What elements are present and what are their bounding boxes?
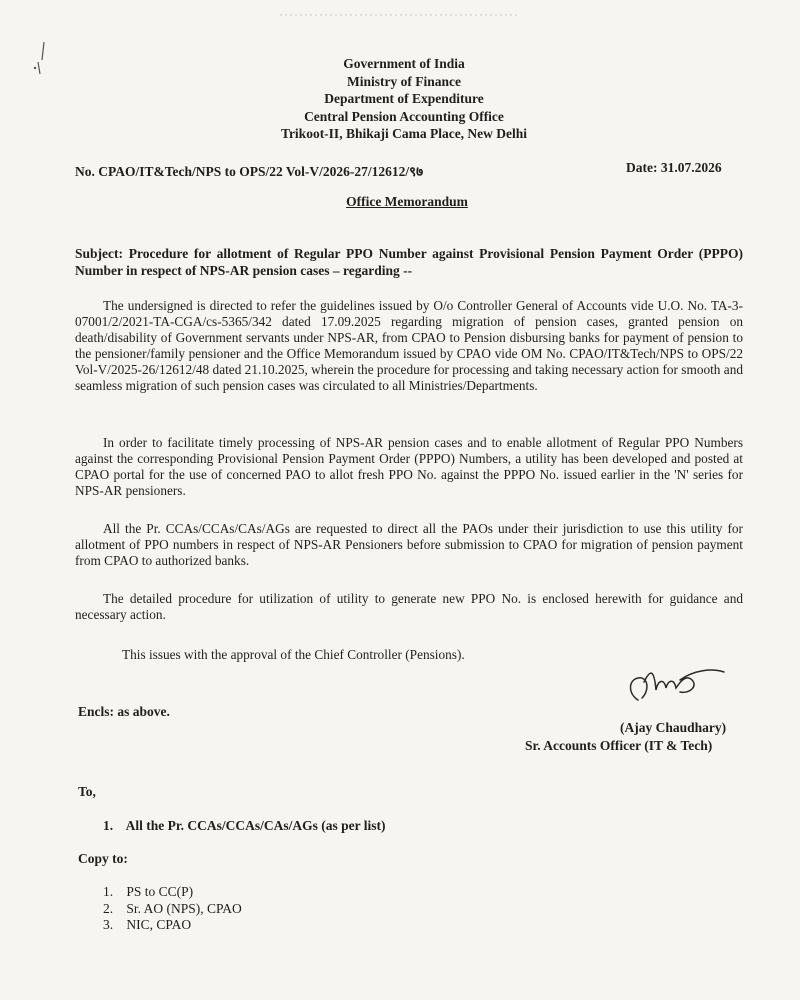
handwritten-signature-icon xyxy=(620,660,730,715)
scan-artifact-line xyxy=(280,12,520,18)
letterhead-line-office: Central Pension Accounting Office xyxy=(304,108,504,124)
letterhead-line-ministry: Ministry of Finance xyxy=(347,73,461,89)
list-number: 1. xyxy=(103,818,114,833)
enclosures-note: Encls: as above. xyxy=(78,704,170,719)
list-number: 3. xyxy=(103,917,114,932)
paragraph-3: All the Pr. CCAs/CCAs/CAs/AGs are requested to direct all the PAOs under their jurisdiction to use this utility for allotment of PPO numbers in respect of NPS-AR Pensioners before submission to CPAO for migration of pension payment from CPAO to authorized banks. xyxy=(75,521,743,568)
list-number: 1. xyxy=(103,884,114,899)
list-text: NIC, CPAO xyxy=(126,917,192,932)
paragraph-4: The detailed procedure for utilization of utility to generate new PPO No. is enclosed herewith for guidance and necessary action. xyxy=(75,591,743,622)
copy-list xyxy=(103,884,242,934)
letterhead-line-government: Government of India xyxy=(343,56,465,71)
list-number: 2. xyxy=(103,900,114,916)
paragraph-2: In order to facilitate timely processing of NPS-AR pension cases and to enable allotment of Regular PPO Numbers against the corresponding Provisional Pension Payment Order (PPPO) Numbers, a utility has been developed and posted at CPAO portal for the use of concerned PAO to allot fresh PPO No. against the PPPO No. issued earlier in the 'N' series for NPS-AR pensioners. xyxy=(75,435,743,498)
list-item xyxy=(103,901,242,918)
list-text: Sr. AO (NPS), CPAO xyxy=(126,900,242,916)
memo-title xyxy=(0,194,800,210)
letterhead xyxy=(0,55,800,143)
paragraph-1: The undersigned is directed to refer the guidelines issued by O/o Controller General of Accounts vide U.O. No. TA-3-07001/2/2021-TA-CGA/cs-5365/342 dated 17.09.2025 regarding migration of pension cases, granted pension on death/disability of Government servants under NPS-AR, from CPAO to Pension disbursing banks for payment of pension to the pensioner/family pensioner and the Office Memorandum issued by CPAO vide OM No. CPAO/IT&Tech/NPS to OPS/22 Vol-V/2025-26/12612/48 dated 21.10.2025, wherein the procedure for processing and taking necessary action for smooth and seamless migration of such pension cases was circulated to all Ministries/Departments. xyxy=(75,298,743,393)
list-item xyxy=(103,818,386,834)
list-item xyxy=(103,884,242,901)
signatory-name: (Ajay Chaudhary) xyxy=(620,720,727,735)
to-label: To, xyxy=(78,784,96,799)
copy-to-label: Copy to: xyxy=(78,851,128,866)
approval-line: This issues with the approval of the Chief Controller (Pensions). xyxy=(122,647,465,662)
list-item xyxy=(103,917,242,934)
memo-date: Date: 31.07.2026 xyxy=(626,160,722,175)
memo-subject: Subject: Procedure for allotment of Regular PPO Number against Provisional Pension Payment Order (PPPO) Number in respect of NPS-AR pension cases – regarding -- xyxy=(75,246,743,278)
list-text: All the Pr. CCAs/CCAs/CAs/AGs (as per list) xyxy=(125,818,386,833)
reference-number: No. CPAO/IT&Tech/NPS to OPS/22 Vol-V/2026-27/12612/९७ xyxy=(75,164,424,179)
list-text: PS to CC(P) xyxy=(126,884,194,899)
letterhead-line-department: Department of Expenditure xyxy=(324,91,484,106)
memo-title-text: Office Memorandum xyxy=(346,194,468,209)
signatory-designation: Sr. Accounts Officer (IT & Tech) xyxy=(525,738,713,753)
letterhead-line-address: Trikoot-II, Bhikaji Cama Place, New Delhi xyxy=(280,126,528,141)
to-list xyxy=(103,818,386,834)
